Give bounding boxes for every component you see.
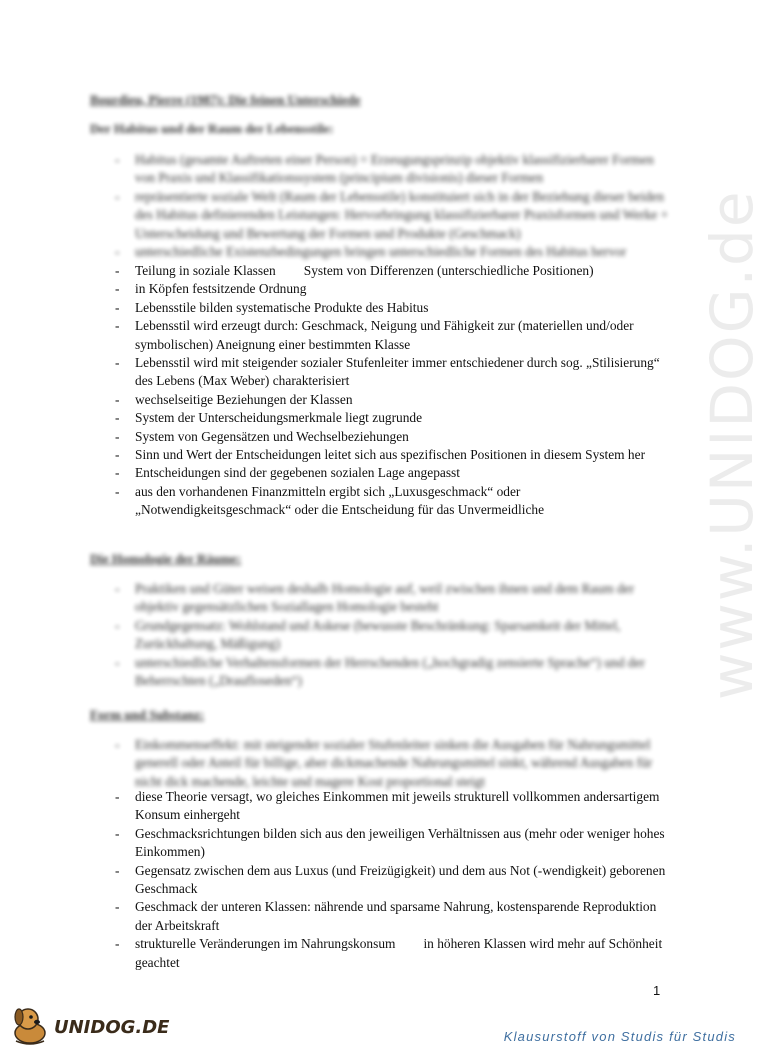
list-item: - Praktiken und Güter weisen deshalb Homologie auf, weil zwischen ihnen und dem Raum der objektiv gegensätzlichen Soziallagen Homologie besteht — [90, 580, 670, 617]
list-item: - Sinn und Wert der Entscheidungen leitet sich aus spezifischen Positionen in diesem System her — [90, 446, 670, 464]
list-item: - wechselseitige Beziehungen der Klassen — [90, 391, 670, 409]
section3-list — [90, 788, 670, 972]
section2-blurred-list — [90, 580, 670, 690]
item-part: System von Differenzen (unterschiedliche Positionen) — [303, 263, 594, 278]
list-item: - Lebensstil wird erzeugt durch: Geschmack, Neigung und Fähigkeit zur (materiellen und/oder symbolischen) Aneignung einer bestimmten Klasse — [90, 317, 670, 354]
list-item: - Lebensstil wird mit steigender sozialer Stufenleiter immer entschiedener durch sog. „Stilisierung“ des Lebens (Max Weber) charakterisiert — [90, 354, 670, 391]
list-item — [90, 935, 670, 972]
list-item: - aus den vorhandenen Finanzmitteln ergibt sich „Luxusgeschmack“ oder „Notwendigkeitsgeschmack“ oder die Entscheidung für das Unvermeidliche — [90, 483, 670, 520]
list-item: - repräsentierte soziale Welt (Raum der Lebensstile) konstituiert sich in der Beziehung dieser beiden des Habitus definierenden Leistungen: Hervorbringung klassifizierbarer Praxisformen und Werke + Unterscheidung und Bewertung der Formen und Produkte (Geschmack) — [90, 188, 670, 243]
list-item: - Lebensstile bilden systematische Produkte des Habitus — [90, 299, 670, 317]
list-item: - Einkommenseffekt: mit steigender sozialer Stufenleiter sinken die Ausgaben für Nahrungsmittel generell oder Anteil für billige, aber dickmachende Nahrungsmittel sinkt, während Ausgaben für nicht dick machende, leichte und magere Kost proportional steigt — [90, 736, 670, 791]
footer-tagline: Klausurstoff von Studis für Studis — [503, 1029, 736, 1044]
list-item: - Geschmacksrichtungen bilden sich aus den jeweiligen Verhältnissen aus (mehr oder weniger hohes Einkommen) — [90, 825, 670, 862]
list-item — [90, 262, 670, 280]
page-number: 1 — [653, 983, 661, 998]
list-item: - System von Gegensätzen und Wechselbeziehungen — [90, 428, 670, 446]
unidog-logo[interactable] — [6, 1003, 170, 1047]
section1-blurred-list — [90, 151, 670, 261]
section3-heading: Form und Substanz: — [90, 707, 205, 722]
list-item: - unterschiedliche Verhaltensformen der Herrschenden („hochgradig zensierte Sprache“) und der Beherrschten („Draufloseden“) — [90, 654, 670, 691]
list-item: - unterschiedliche Existenzbedingungen bringen unterschiedliche Formen des Habitus hervor — [90, 243, 670, 261]
list-item: - in Köpfen festsitzende Ordnung — [90, 280, 670, 298]
item-part: strukturelle Veränderungen im Nahrungskonsum — [135, 936, 396, 952]
list-item: - System der Unterscheidungsmerkmale liegt zugrunde — [90, 409, 670, 427]
list-item: - Entscheidungen sind der gegebenen sozialen Lage angepasst — [90, 464, 670, 482]
item-part: Teilung in soziale Klassen — [135, 263, 276, 278]
list-item: - Geschmack der unteren Klassen: nährende und sparsame Nahrung, kostensparende Reproduktion der Arbeitskraft — [90, 898, 670, 935]
dog-mascot-icon — [6, 1003, 54, 1047]
watermark: www.UNIDOG.de — [698, 189, 766, 700]
item-part: in höheren Klassen wird mehr auf Schönheit geachtet — [135, 936, 663, 970]
logo-text: UNIDOG.DE — [54, 1017, 170, 1038]
section2-heading: Die Homologie der Räume: — [90, 551, 242, 566]
section1-list — [90, 262, 670, 520]
section3-blurred-list — [90, 736, 670, 791]
section1-heading: Der Habitus und der Raum der Lebensstile: — [90, 121, 334, 136]
list-item: - Grundgegensatz: Wohlstand und Askese (bewusste Beschränkung: Sparsamkeit der Mittel, Zurückhaltung, Mäßigung) — [90, 617, 670, 654]
list-item: - diese Theorie versagt, wo gleiches Einkommen mit jeweils strukturell vollkommen andersartigem Konsum einhergeht — [90, 788, 670, 825]
list-item: - Gegensatz zwischen dem aus Luxus (und Freizügigkeit) und dem aus Not (-wendigkeit) geborenen Geschmack — [90, 862, 670, 899]
document-title: Bourdieu, Pierre (1987): Die feinen Unterschiede — [90, 92, 361, 107]
list-item: - Habitus (gesamte Auftreten einer Person) = Erzeugungsprinzip objektiv klassifizierbarer Formen von Praxis und Klassifikationssystem (principium divisionis) dieser Formen — [90, 151, 670, 188]
